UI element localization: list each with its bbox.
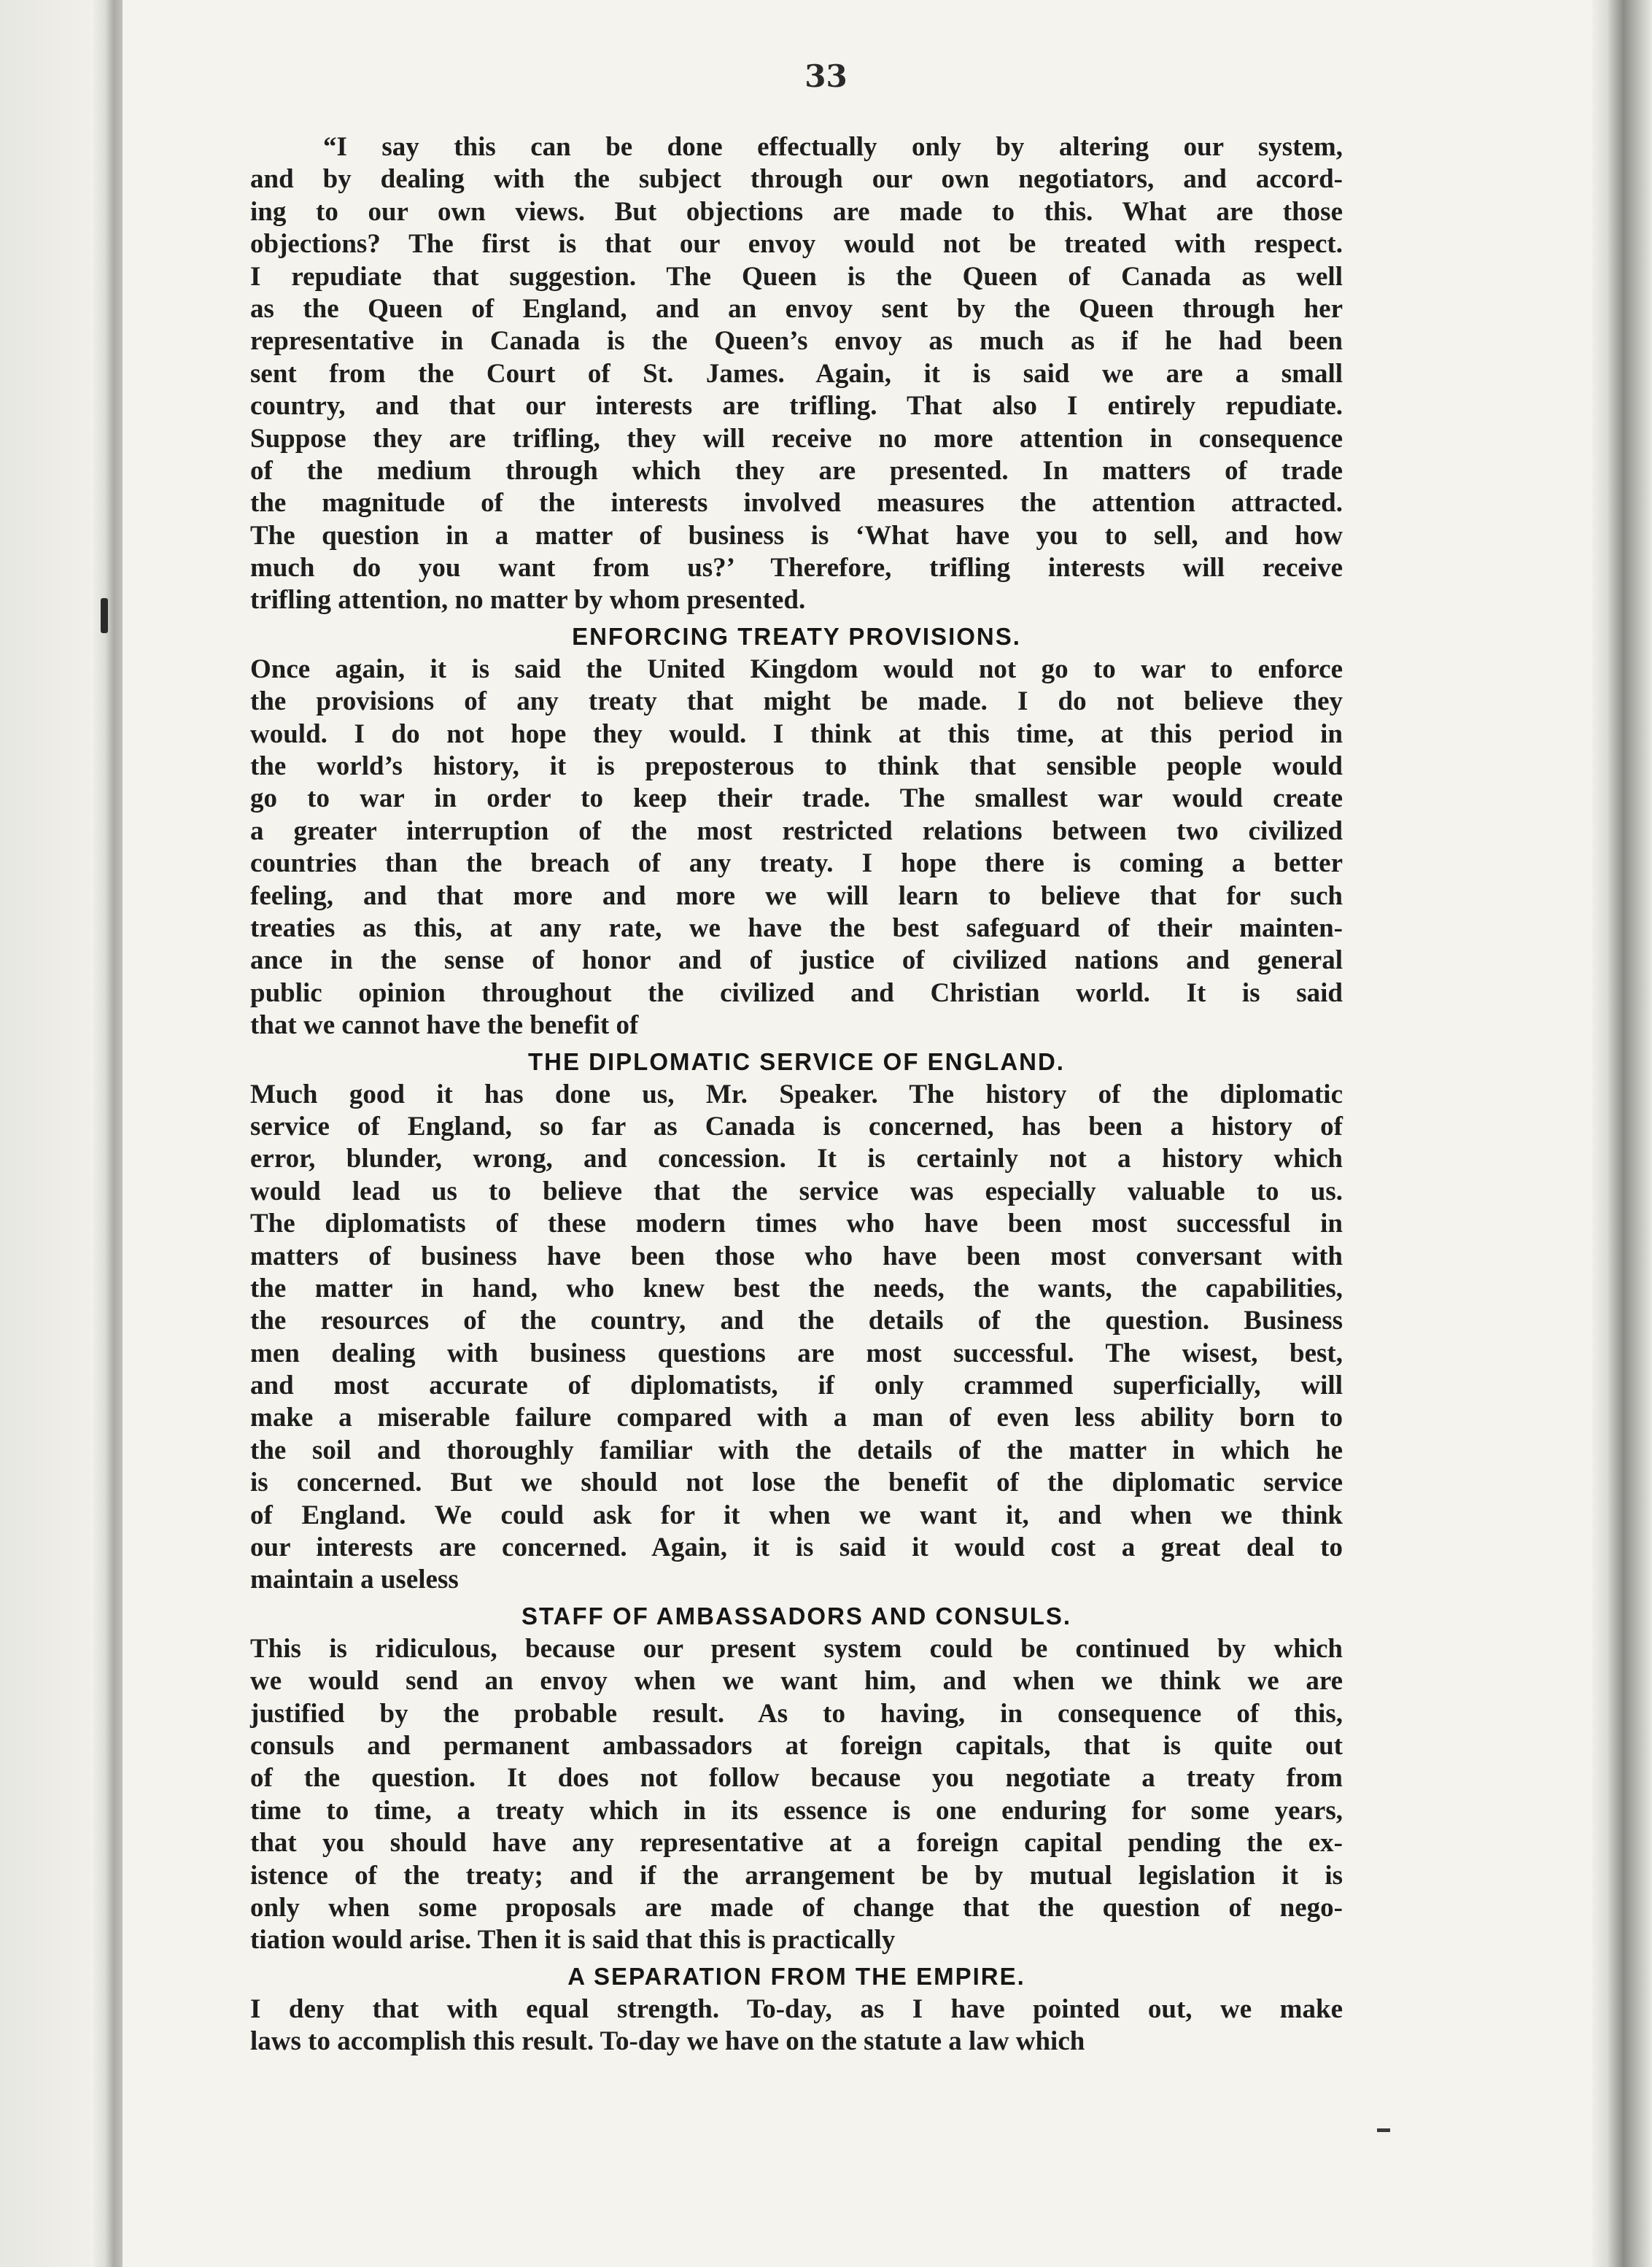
- binding-shadow: [93, 0, 123, 2267]
- text-line: error, blunder, wrong, and concession. It is certainly not a history which: [250, 1144, 1343, 1174]
- text-line: justified by the probable result. As to having, in consequence of this,: [250, 1698, 1343, 1729]
- text-line: The diplomatists of these modern times who have been most successful in: [250, 1209, 1343, 1239]
- section-heading: STAFF OF AMBASSADORS AND CONSULS.: [521, 1602, 1072, 1629]
- text-line: would. I do not hope they would. I think at this time, at this period in: [250, 718, 1343, 749]
- text-line: This is ridiculous, because our present system could be continued by which: [250, 1633, 1343, 1664]
- text-line: istence of the treaty; and if the arrangement be by mutual legislation it is: [250, 1860, 1343, 1891]
- text-line: service of England, so far as Canada is concerned, has been a history of: [250, 1111, 1343, 1142]
- left-page-margin: [0, 0, 95, 2267]
- text-line: and by dealing with the subject through our own negotiators, and accord-: [250, 164, 1343, 195]
- text-section: [250, 1957, 1343, 2058]
- text-line: the magnitude of the interests involved measures the attention attracted.: [250, 488, 1343, 519]
- right-page-edge: [1608, 0, 1652, 2267]
- text-line: would lead us to believe that the service was especially valuable to us.: [250, 1176, 1343, 1206]
- margin-ink-mark: [101, 598, 108, 633]
- text-section: [250, 1042, 1343, 1597]
- text-line: matters of business have been those who have been most conversant with: [250, 1241, 1343, 1271]
- page-body: [250, 131, 1343, 2058]
- text-line: tiation would arise. Then it is said that this is practically: [250, 1925, 896, 1956]
- text-line: time to time, a treaty which in its essence is one enduring for some years,: [250, 1795, 1343, 1826]
- text-line: representative in Canada is the Queen’s envoy as much as if he had been: [250, 326, 1343, 357]
- text-line: only when some proposals are made of change that the question of nego-: [250, 1892, 1343, 1923]
- text-line: men dealing with business questions are most successful. The wisest, best,: [250, 1338, 1343, 1368]
- section-heading: THE DIPLOMATIC SERVICE OF ENGLAND.: [528, 1047, 1065, 1075]
- text-line: ance in the sense of honor and of justice of civilized nations and general: [250, 945, 1343, 976]
- text-line: laws to accomplish this result. To-day we have on the statute a law which: [250, 2026, 1085, 2057]
- text-line: Much good it has done us, Mr. Speaker. The history of the diplomatic: [250, 1079, 1343, 1109]
- text-line: of the medium through which they are presented. In matters of trade: [250, 455, 1343, 486]
- text-line: we would send an envoy when we want him, and when we think we are: [250, 1666, 1343, 1697]
- text-line: I deny that with equal strength. To-day, as I have pointed out, we make: [250, 1993, 1343, 2024]
- text-line: much do you want from us?’ Therefore, trifling interests will receive: [250, 553, 1343, 584]
- text-line: maintain a useless: [250, 1565, 459, 1595]
- text-line: the resources of the country, and the details of the question. Business: [250, 1306, 1343, 1336]
- text-line: our interests are concerned. Again, it is said it would cost a great deal to: [250, 1532, 1343, 1563]
- text-line: ing to our own views. But objections are made to this. What are those: [250, 196, 1343, 227]
- text-line: make a miserable failure compared with a man of even less ability born to: [250, 1403, 1343, 1433]
- text-line: The question in a matter of business is ‘What have you to sell, and how: [250, 520, 1343, 551]
- text-line: of England. We could ask for it when we want it, and when we think: [250, 1500, 1343, 1530]
- text-line: I repudiate that suggestion. The Queen is the Queen of Canada as well: [250, 261, 1343, 292]
- text-line: countries than the breach of any treaty. I hope there is coming a better: [250, 848, 1343, 879]
- text-line: and most accurate of diplomatists, if only crammed superficially, will: [250, 1371, 1343, 1401]
- text-line: go to war in order to keep their trade. The smallest war would create: [250, 783, 1343, 814]
- text-line: that we cannot have the benefit of: [250, 1010, 639, 1041]
- text-line: objections? The first is that our envoy would not be treated with respect.: [250, 229, 1343, 260]
- text-line: the soil and thoroughly familiar with the details of the matter in which he: [250, 1435, 1343, 1465]
- text-line: treaties as this, at any rate, we have the best safeguard of their mainten-: [250, 912, 1343, 943]
- section-heading: ENFORCING TREATY PROVISIONS.: [572, 622, 1021, 650]
- text-line: “I say this can be done effectually only by altering our system,: [323, 132, 1343, 162]
- text-line: as the Queen of England, and an envoy sent by the Queen through her: [250, 293, 1343, 324]
- text-section: [250, 1597, 1343, 1957]
- text-line: Suppose they are trifling, they will receive no more attention in consequence: [250, 423, 1343, 454]
- text-line: the provisions of any treaty that might be made. I do not believe they: [250, 686, 1343, 717]
- text-line: public opinion throughout the civilized and Christian world. It is said: [250, 977, 1343, 1008]
- text-line: that you should have any representative at a foreign capital pending the ex-: [250, 1828, 1343, 1859]
- text-line: the matter in hand, who knew best the needs, the wants, the capabilities,: [250, 1273, 1343, 1303]
- text-line: trifling attention, no matter by whom presented.: [250, 585, 806, 616]
- text-line: the world’s history, it is preposterous to think that sensible people would: [250, 751, 1343, 782]
- page-number: 33: [804, 58, 848, 94]
- text-line: is concerned. But we should not lose the benefit of the diplomatic service: [250, 1468, 1343, 1498]
- ink-dash-mark: [1377, 2128, 1390, 2132]
- text-line: country, and that our interests are trifling. That also I entirely repudiate.: [250, 391, 1343, 422]
- right-page-fold: [1592, 0, 1608, 2267]
- text-line: feeling, and that more and more we will learn to believe that for such: [250, 880, 1343, 911]
- text-line: Once again, it is said the United Kingdom would not go to war to enforce: [250, 654, 1343, 684]
- text-line: a greater interruption of the most restricted relations between two civilized: [250, 815, 1343, 846]
- text-line: sent from the Court of St. James. Again, it is said we are a small: [250, 358, 1343, 389]
- text-line: of the question. It does not follow because you negotiate a treaty from: [250, 1763, 1343, 1794]
- text-section: [250, 617, 1343, 1042]
- section-heading: A SEPARATION FROM THE EMPIRE.: [567, 1962, 1025, 1990]
- text-line: consuls and permanent ambassadors at foreign capitals, that is quite out: [250, 1730, 1343, 1761]
- text-section: [250, 131, 1343, 617]
